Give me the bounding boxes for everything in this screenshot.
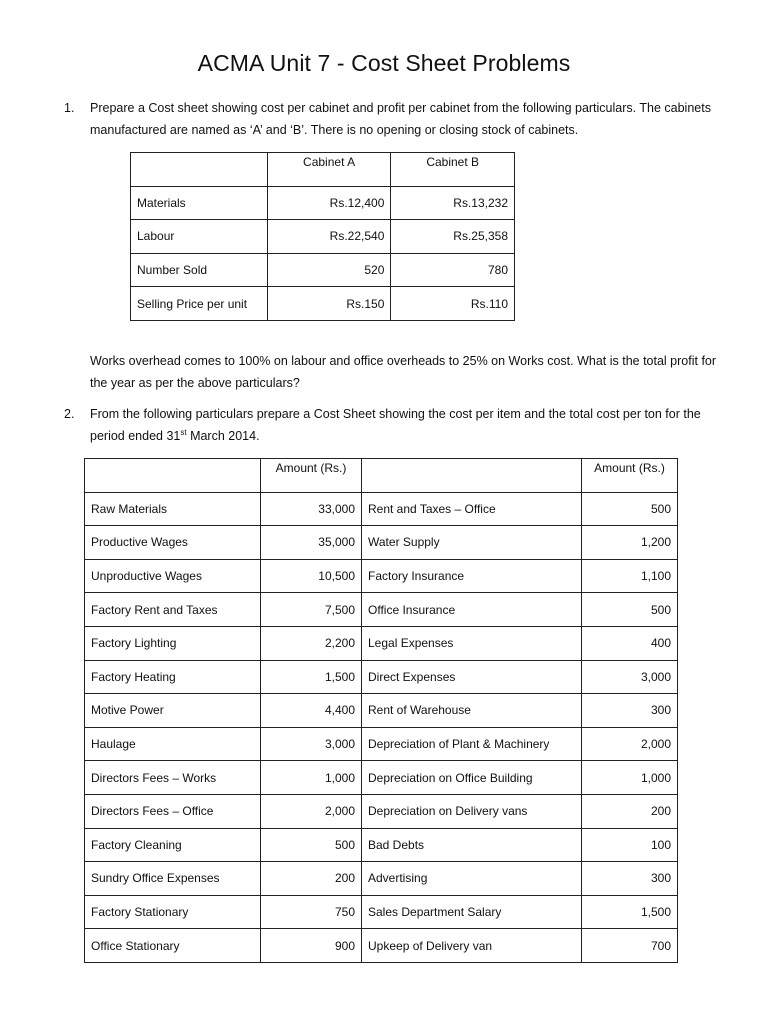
table-cell: 33,000 bbox=[261, 492, 362, 526]
table-cell: Office Stationary bbox=[85, 929, 261, 963]
table-cell: 1,500 bbox=[582, 895, 678, 929]
table-cell: Haulage bbox=[85, 727, 261, 761]
table-cell: 780 bbox=[391, 253, 515, 287]
table-cell: Unproductive Wages bbox=[85, 559, 261, 593]
table-cell: Rent and Taxes – Office bbox=[362, 492, 582, 526]
table-cell: Water Supply bbox=[362, 526, 582, 560]
table-cell: 3,000 bbox=[582, 660, 678, 694]
table-cell: Rs.150 bbox=[267, 287, 391, 321]
table-row bbox=[85, 660, 678, 694]
table-header-row bbox=[131, 153, 515, 187]
table-row bbox=[131, 287, 515, 321]
table-cell: Factory Heating bbox=[85, 660, 261, 694]
table-cell: 300 bbox=[582, 862, 678, 896]
table-cell: Productive Wages bbox=[85, 526, 261, 560]
table-row bbox=[131, 220, 515, 254]
table-cell: 100 bbox=[582, 828, 678, 862]
table-cell: 300 bbox=[582, 694, 678, 728]
table-row bbox=[85, 761, 678, 795]
cabinet-table bbox=[130, 152, 515, 321]
table-cell: Rs.13,232 bbox=[391, 186, 515, 220]
table-cell: 200 bbox=[261, 862, 362, 896]
table-cell: Directors Fees – Office bbox=[85, 794, 261, 828]
table-cell: Upkeep of Delivery van bbox=[362, 929, 582, 963]
question-text-main: From the following particulars prepare a Cost Sheet showing the cost per item and the total cost per ton for the period ended 31 bbox=[90, 407, 701, 443]
table-cell: Bad Debts bbox=[362, 828, 582, 862]
table-cell: Factory Rent and Taxes bbox=[85, 593, 261, 627]
table-header-cell: Cabinet A bbox=[267, 153, 391, 187]
table-cell: Materials bbox=[131, 186, 268, 220]
table-cell: Sales Department Salary bbox=[362, 895, 582, 929]
ordinal-suffix: st bbox=[180, 427, 187, 437]
table-header-row bbox=[85, 459, 678, 493]
page-title: ACMA Unit 7 - Cost Sheet Problems bbox=[197, 50, 571, 76]
question-number: 2. bbox=[64, 407, 75, 421]
table-cell: 2,000 bbox=[261, 794, 362, 828]
table-cell: 7,500 bbox=[261, 593, 362, 627]
table-cell: Number Sold bbox=[131, 253, 268, 287]
table-cell: Rs.110 bbox=[391, 287, 515, 321]
table-cell: Office Insurance bbox=[362, 593, 582, 627]
table-cell: Sundry Office Expenses bbox=[85, 862, 261, 896]
table-cell: 1,100 bbox=[582, 559, 678, 593]
table-cell: 2,000 bbox=[582, 727, 678, 761]
table-cell: Labour bbox=[131, 220, 268, 254]
table-cell: 500 bbox=[582, 492, 678, 526]
table-row bbox=[85, 593, 678, 627]
table-cell: 400 bbox=[582, 626, 678, 660]
table-cell: Raw Materials bbox=[85, 492, 261, 526]
question-followup-text: Works overhead comes to 100% on labour and office overheads to 25% on Works cost. What is the total profit for the year as per the above particulars? bbox=[90, 354, 717, 390]
table-cell: 750 bbox=[261, 895, 362, 929]
table-cell: Factory Stationary bbox=[85, 895, 261, 929]
question-1-followup bbox=[64, 350, 724, 394]
table-cell: Direct Expenses bbox=[362, 660, 582, 694]
table-row bbox=[85, 862, 678, 896]
table-header-cell: Amount (Rs.) bbox=[261, 459, 362, 493]
table-cell: Factory Lighting bbox=[85, 626, 261, 660]
question-number: 1. bbox=[64, 101, 75, 115]
table-header-cell bbox=[362, 459, 582, 493]
table-header-cell: Amount (Rs.) bbox=[582, 459, 678, 493]
table-cell: 3,000 bbox=[261, 727, 362, 761]
table-row bbox=[85, 559, 678, 593]
table-row bbox=[85, 694, 678, 728]
table-cell: Depreciation of Plant & Machinery bbox=[362, 727, 582, 761]
question-2 bbox=[64, 403, 724, 447]
table-cell: Motive Power bbox=[85, 694, 261, 728]
table-row bbox=[85, 626, 678, 660]
question-text bbox=[90, 403, 724, 447]
table-cell: 10,500 bbox=[261, 559, 362, 593]
table-cell: 500 bbox=[582, 593, 678, 627]
table-cell: 4,400 bbox=[261, 694, 362, 728]
table-cell: Rent of Warehouse bbox=[362, 694, 582, 728]
table-row bbox=[85, 492, 678, 526]
table-cell: 1,000 bbox=[261, 761, 362, 795]
table-cell: Factory Cleaning bbox=[85, 828, 261, 862]
question-text-end: March 2014. bbox=[186, 429, 260, 443]
table-cell: 1,000 bbox=[582, 761, 678, 795]
table-cell: 1,200 bbox=[582, 526, 678, 560]
table-cell: Depreciation on Delivery vans bbox=[362, 794, 582, 828]
table-cell: 35,000 bbox=[261, 526, 362, 560]
table-cell: Directors Fees – Works bbox=[85, 761, 261, 795]
table-cell: Selling Price per unit bbox=[131, 287, 268, 321]
table-cell: 900 bbox=[261, 929, 362, 963]
table-row bbox=[85, 727, 678, 761]
table-row bbox=[131, 186, 515, 220]
table-row bbox=[131, 253, 515, 287]
table-header-cell bbox=[85, 459, 261, 493]
table-cell: 520 bbox=[267, 253, 391, 287]
cost-particulars-table bbox=[84, 458, 678, 963]
table-cell: 1,500 bbox=[261, 660, 362, 694]
table-cell: Depreciation on Office Building bbox=[362, 761, 582, 795]
table-header-cell: Cabinet B bbox=[391, 153, 515, 187]
table-row bbox=[85, 895, 678, 929]
table-cell: Rs.12,400 bbox=[267, 186, 391, 220]
table-row bbox=[85, 828, 678, 862]
table-row bbox=[85, 794, 678, 828]
table-cell: Advertising bbox=[362, 862, 582, 896]
table-cell: 2,200 bbox=[261, 626, 362, 660]
table-row bbox=[85, 526, 678, 560]
table-row bbox=[85, 929, 678, 963]
table-cell: 200 bbox=[582, 794, 678, 828]
table-cell: Legal Expenses bbox=[362, 626, 582, 660]
table-header-cell bbox=[131, 153, 268, 187]
question-1 bbox=[64, 97, 724, 141]
table-cell: Rs.25,358 bbox=[391, 220, 515, 254]
question-text: Prepare a Cost sheet showing cost per cabinet and profit per cabinet from the following particulars. The cabinets manufactured are named as ‘A’ and ‘B’. There is no opening or closing stock of cabinets. bbox=[90, 101, 711, 137]
table-cell: Rs.22,540 bbox=[267, 220, 391, 254]
table-cell: 500 bbox=[261, 828, 362, 862]
table-cell: 700 bbox=[582, 929, 678, 963]
table-cell: Factory Insurance bbox=[362, 559, 582, 593]
